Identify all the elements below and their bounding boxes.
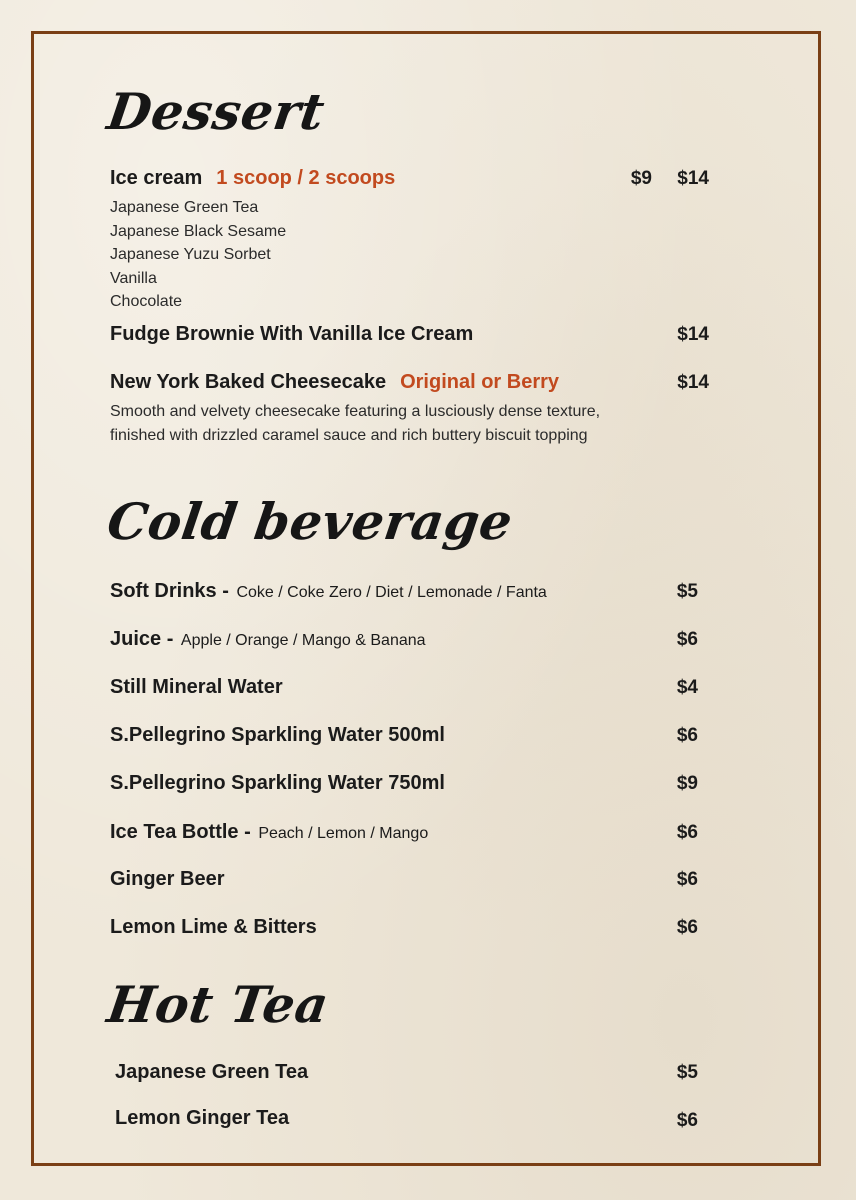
flavor-item: Vanilla [110,269,157,287]
beverage-name: Soft Drinks - [110,580,235,602]
cheesecake-name: New York Baked Cheesecake [110,371,387,393]
beverage-item [110,724,445,747]
beverage-item [110,868,224,891]
cheesecake-price: $14 [677,372,709,393]
beverage-name: Juice - [110,628,179,650]
beverage-price: $6 [676,869,698,890]
cold-beverage-heading: Cold beverage [103,492,517,551]
tea-price: $5 [676,1062,698,1083]
beverage-item [110,821,428,844]
beverage-price: $6 [676,725,698,746]
beverage-item [110,772,445,795]
beverage-price: $6 [676,629,698,650]
flavor-item: Chocolate [110,293,183,310]
beverage-name: Still Mineral Water [110,676,283,698]
beverage-price: $5 [676,581,698,602]
beverage-item [110,916,317,939]
brownie-price: $14 [677,324,709,345]
beverage-item [110,580,547,603]
beverage-item [110,628,426,651]
beverage-name: Ginger Beer [110,868,225,890]
beverage-options: Peach / Lemon / Mango [258,825,429,842]
ice-cream-flavors [110,196,286,314]
beverage-price: $4 [676,677,698,698]
tea-name: Lemon Ginger Tea [115,1107,290,1129]
cheesecake-variant: Original or Berry [400,371,560,393]
ice-cream-price-2-scoops: $14 [677,168,709,189]
flavor-item: Japanese Green Tea [110,199,259,216]
beverage-name: S.Pellegrino Sparkling Water 500ml [110,724,445,746]
tea-name: Japanese Green Tea [115,1061,309,1083]
beverage-options: Coke / Coke Zero / Diet / Lemonade / Fanta [236,584,547,601]
ice-cream-variant: 1 scoop / 2 scoops [216,167,396,189]
brownie-name: Fudge Brownie With Vanilla Ice Cream [110,323,474,345]
cheesecake-description [110,400,600,447]
beverage-options: Apple / Orange / Mango & Banana [180,632,426,649]
tea-price: $6 [676,1110,698,1131]
hot-tea-heading: Hot Tea [103,975,333,1034]
ice-cream-price-1-scoop: $9 [630,168,652,189]
beverage-name: S.Pellegrino Sparkling Water 750ml [110,772,445,794]
beverage-name: Lemon Lime & Bitters [110,916,317,938]
flavor-item: Japanese Yuzu Sorbet [110,246,271,263]
cheesecake-desc-line: Smooth and velvety cheesecake featuring a lusciously dense texture, [110,403,601,420]
beverage-price: $9 [676,773,698,794]
beverage-item [110,676,283,699]
beverage-price: $6 [676,917,698,938]
beverage-name: Ice Tea Bottle - [110,821,257,843]
cheesecake-item [110,371,559,394]
ice-cream-name: Ice cream [110,167,203,189]
flavor-item: Japanese Black Sesame [110,222,287,240]
ice-cream-item [110,167,395,190]
cheesecake-desc-line: finished with drizzled caramel sauce and rich buttery biscuit topping [110,426,588,444]
dessert-heading: Dessert [103,82,329,141]
beverage-price: $6 [676,822,698,843]
